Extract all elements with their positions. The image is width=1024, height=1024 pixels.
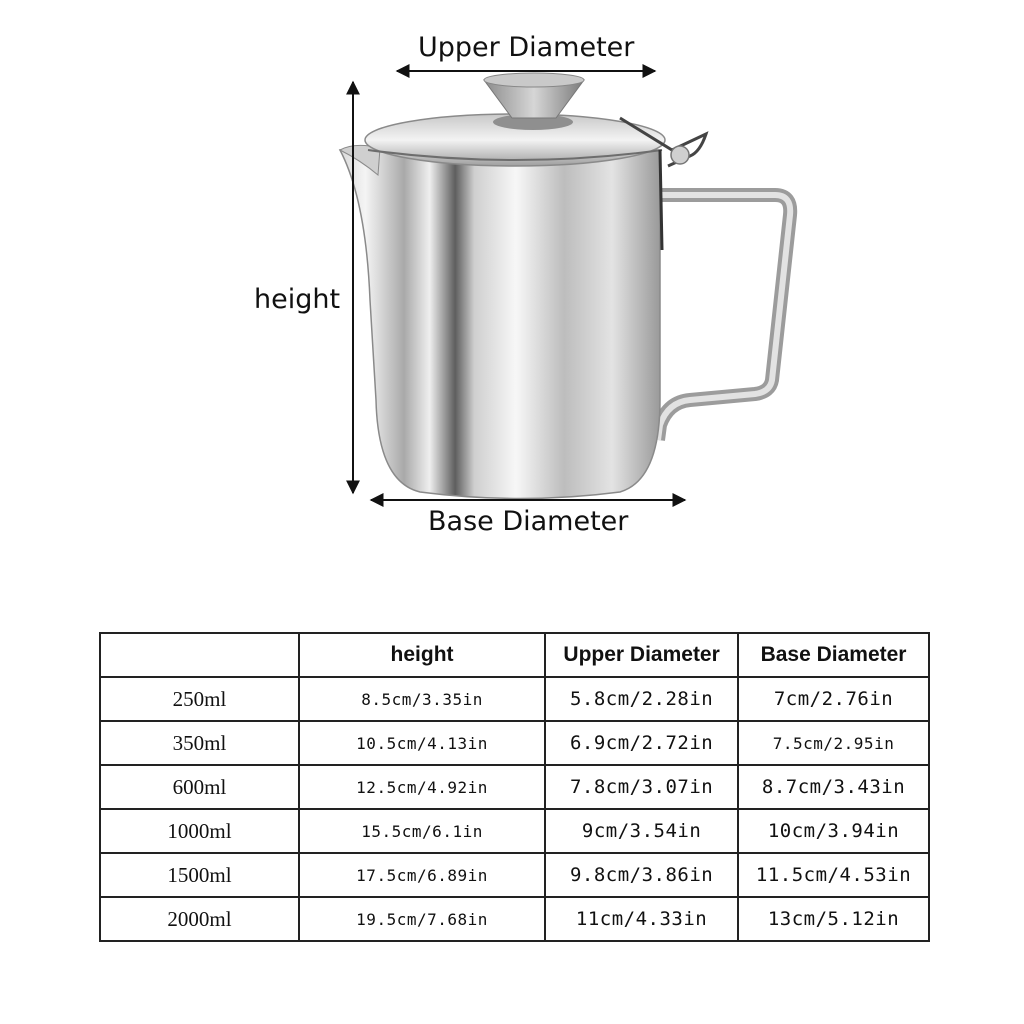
capacity-cell: 600ml [100,765,299,809]
upper-diameter-cell: 9.8cm/3.86in [545,853,738,897]
capacity-cell: 350ml [100,721,299,765]
jug-handle [655,195,790,440]
base-diameter-label: Base Diameter [428,506,629,537]
header-capacity [100,633,299,677]
table-row [100,765,929,809]
header-upper-diameter: Upper Diameter [545,633,738,677]
base-diameter-cell: 7.5cm/2.95in [738,721,929,765]
height-cell: 19.5cm/7.68in [299,897,545,941]
header-height: height [299,633,545,677]
upper-diameter-label: Upper Diameter [418,32,635,63]
upper-diameter-cell: 7.8cm/3.07in [545,765,738,809]
base-diameter-cell: 13cm/5.12in [738,897,929,941]
height-cell: 10.5cm/4.13in [299,721,545,765]
height-cell: 12.5cm/4.92in [299,765,545,809]
capacity-cell: 1500ml [100,853,299,897]
jug-body [340,150,660,499]
height-cell: 15.5cm/6.1in [299,809,545,853]
table-header-row [100,633,929,677]
table-row [100,853,929,897]
table-row [100,721,929,765]
header-base-diameter: Base Diameter [738,633,929,677]
size-table [99,632,930,942]
height-cell: 8.5cm/3.35in [299,677,545,721]
base-diameter-cell: 11.5cm/4.53in [738,853,929,897]
height-label: height [254,284,341,315]
base-diameter-cell: 8.7cm/3.43in [738,765,929,809]
capacity-cell: 1000ml [100,809,299,853]
base-diameter-cell: 10cm/3.94in [738,809,929,853]
upper-diameter-cell: 6.9cm/2.72in [545,721,738,765]
capacity-cell: 250ml [100,677,299,721]
table-row [100,809,929,853]
table-row [100,897,929,941]
height-cell: 17.5cm/6.89in [299,853,545,897]
capacity-cell: 2000ml [100,897,299,941]
upper-diameter-cell: 9cm/3.54in [545,809,738,853]
upper-diameter-cell: 5.8cm/2.28in [545,677,738,721]
upper-diameter-cell: 11cm/4.33in [545,897,738,941]
base-diameter-cell: 7cm/2.76in [738,677,929,721]
table-row [100,677,929,721]
